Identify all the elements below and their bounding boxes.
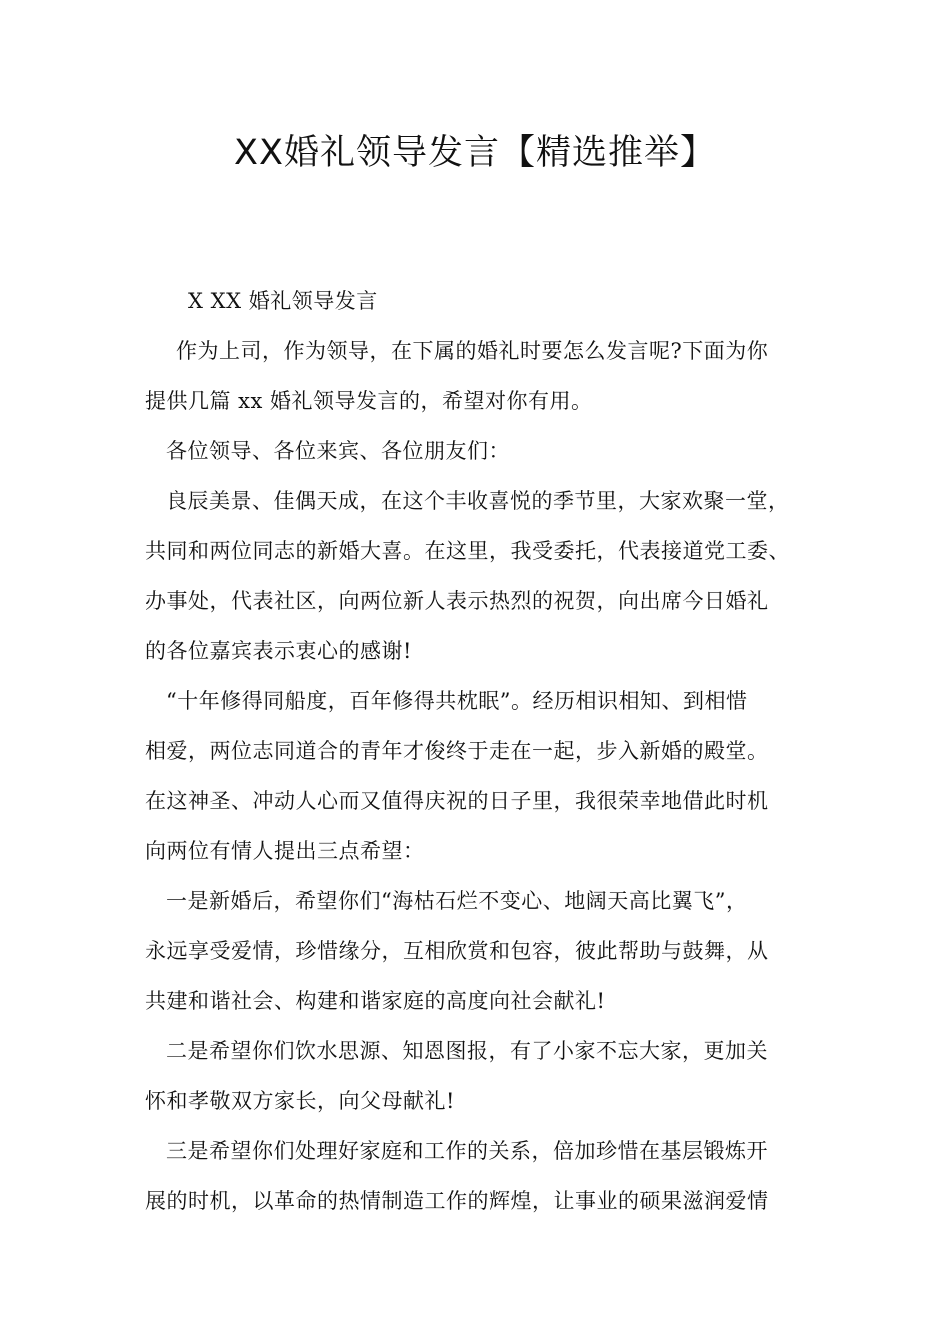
paragraph-line: 在这神圣、冲动人心而又值得庆祝的日子里，我很荣幸地借此时机 — [145, 789, 769, 813]
paragraph-line: 的各位嘉宾表示衷心的感谢! — [145, 639, 412, 663]
paragraph-line: 办事处，代表社区，向两位新人表示热烈的祝贺，向出席今日婚礼 — [145, 589, 769, 613]
subtitle-line: X XX 婚礼领导发言 — [188, 289, 378, 313]
paragraph-line: 提供几篇 xx 婚礼领导发言的，希望对你有用。 — [145, 389, 593, 413]
paragraph-line: 各位领导、各位来宾、各位朋友们： — [166, 439, 510, 463]
paragraph-line: 展的时机，以革命的热情制造工作的辉煌，让事业的硕果滋润爱情 — [145, 1189, 769, 1213]
paragraph-line: 二是希望你们饮水思源、知恩图报，有了小家不忘大家，更加关 — [166, 1039, 768, 1063]
paragraph-line: 作为上司，作为领导，在下属的婚礼时要怎么发言呢?下面为你 — [176, 339, 769, 363]
paragraph-line: 怀和孝敬双方家长，向父母献礼! — [145, 1089, 455, 1113]
paragraph-line: 良辰美景、佳偶天成，在这个丰收喜悦的季节里，大家欢聚一堂， — [166, 489, 790, 513]
paragraph-line: 永远享受爱情，珍惜缘分，互相欣赏和包容，彼此帮助与鼓舞，从 — [145, 939, 769, 963]
paragraph-line: 向两位有情人提出三点希望： — [145, 839, 425, 863]
document-title: XX婚礼领导发言【精选推举】 — [234, 133, 716, 173]
paragraph-line: 相爱，两位志同道合的青年才俊终于走在一起，步入新婚的殿堂。 — [145, 739, 769, 763]
paragraph-line: 三是希望你们处理好家庭和工作的关系，倍加珍惜在基层锻炼开 — [166, 1139, 768, 1163]
paragraph-line: 共同和两位同志的新婚大喜。在这里，我受委托，代表接道党工委、 — [145, 539, 790, 563]
paragraph-line: 一是新婚后，希望你们“海枯石烂不变心、地阔天高比翼飞”， — [166, 889, 748, 913]
paragraph-line: 共建和谐社会、构建和谐家庭的高度向社会献礼! — [145, 989, 606, 1013]
paragraph-line: “十年修得同船度，百年修得共枕眠”。经历相识相知、到相惜 — [166, 689, 748, 713]
